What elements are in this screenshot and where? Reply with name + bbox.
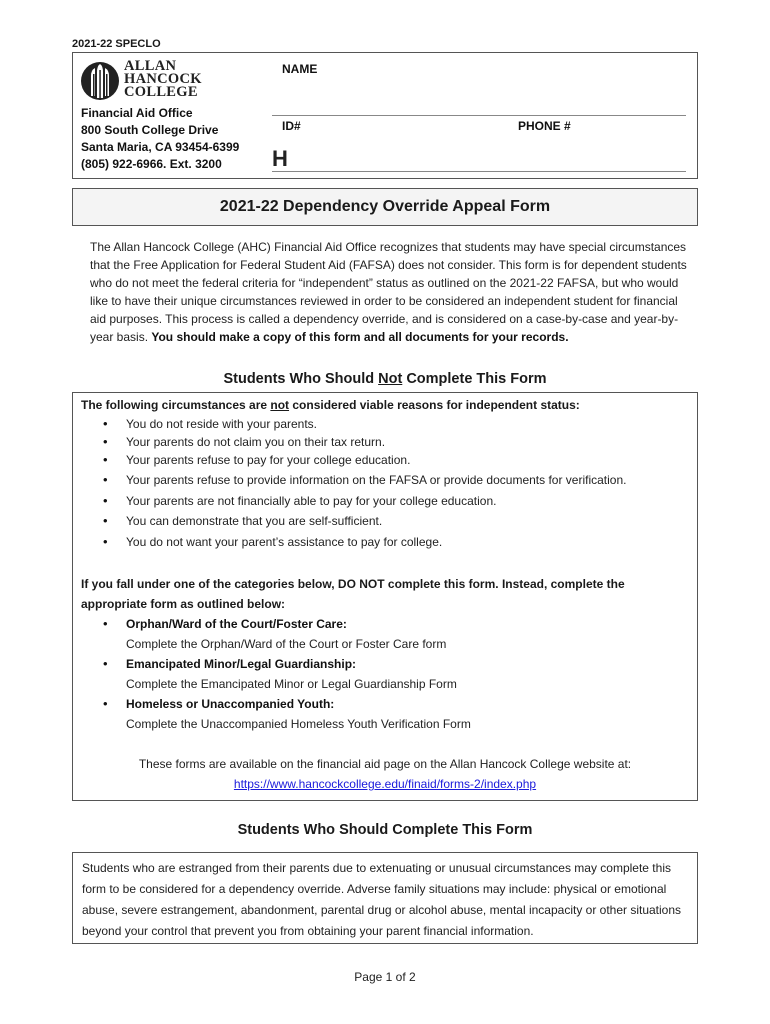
availability-text: These forms are available on the financial aid page on the Allan Hancock College website at:	[138, 757, 632, 771]
list-item: • Your parents refuse to provide information on the FAFSA or provide documents for verification.	[103, 470, 693, 491]
lead-underlined: not	[270, 398, 290, 412]
college-logo	[80, 60, 220, 104]
section-not-heading	[72, 371, 698, 387]
office-name: Financial Aid Office	[81, 106, 193, 120]
category-title: Homeless or Unaccompanied Youth:	[126, 697, 335, 711]
street-address: 800 South College Drive	[81, 123, 219, 137]
name-label: NAME	[282, 62, 318, 76]
list-item	[103, 694, 693, 734]
office-address	[81, 105, 239, 173]
category-title: Orphan/Ward of the Court/Foster Care:	[126, 617, 347, 631]
form-code: 2021-22 SPECLO	[72, 38, 161, 50]
lead-part: considered viable reasons for independent status:	[289, 398, 580, 412]
forms-link[interactable]: https://www.hancockcollege.edu/finaid/forms-2/index.php	[233, 777, 537, 791]
logo-line-hancock: HANCOCK	[124, 71, 202, 87]
heading-part: Complete This Form	[402, 371, 547, 387]
category-title: Emancipated Minor/Legal Guardianship:	[126, 657, 357, 671]
college-crest-icon	[80, 60, 122, 104]
not-viable-list	[103, 415, 693, 469]
list-item	[103, 614, 693, 654]
alternate-forms-list	[103, 614, 693, 734]
category-desc: Complete the Unaccompanied Homeless Youth Verification Form	[126, 717, 471, 731]
city-state-zip: Santa Maria, CA 93454-6399	[81, 140, 240, 154]
id-phone-field-line[interactable]	[272, 171, 686, 172]
list-item	[103, 654, 693, 694]
alternate-forms-lead: If you fall under one of the categories below, DO NOT complete this form. Instead, complete the appropriate form as outlined below:	[81, 577, 625, 611]
section-should-text: Students who are estranged from their parents due to extenuating or unusual circumstances may complete this form to be considered for a dependency override. Adverse family situations may include: physical or emotional abuse, severe estrangement, abandonment, parental drug or alcohol abuse, mental incapacity or other situations beyond your control that prevent you from obtaining your parent financial information.	[82, 861, 682, 938]
form-title: 2021-22 Dependency Override Appeal Form	[219, 198, 551, 215]
page-number: Page 1 of 2	[354, 970, 416, 984]
intro-paragraph	[90, 238, 690, 346]
logo-line-college: COLLEGE	[124, 84, 198, 100]
intro-text: The Allan Hancock College (AHC) Financial Aid Office recognizes that students may have special circumstances that the Free Application for Federal Student Aid (FAFSA) does not consider. This form is for dependent students who do not meet the federal criteria for “independent” status as outlined on the 2021-22 FAFSA, but who would like to have their unique circumstances reviewed in order to be considered an independent student for financial aid purposes. This process is called a dependency override, and is considered on a case-by-case and year-by-year basis.	[90, 240, 687, 344]
list-item: • You can demonstrate that you are self-sufficient.	[103, 511, 693, 532]
name-field[interactable]	[272, 115, 686, 116]
category-desc: Complete the Orphan/Ward of the Court or Foster Care form	[126, 637, 447, 651]
section-should-heading: Students Who Should Complete This Form	[237, 822, 533, 838]
phone-label: PHONE #	[518, 119, 571, 133]
forms-availability	[72, 754, 698, 794]
id-field-value[interactable]: H	[272, 146, 288, 171]
list-item: • You do not want your parent’s assistance to pay for college.	[103, 532, 693, 553]
logo-line-allan: ALLAN	[124, 58, 177, 74]
office-phone: (805) 922-6966. Ext. 3200	[81, 157, 222, 171]
not-viable-list-cont	[103, 470, 693, 553]
form-title-box	[72, 188, 698, 226]
list-item: • Your parents do not claim you on their tax return.	[103, 433, 693, 451]
not-viable-lead	[81, 398, 580, 412]
college-name-wordmark	[124, 60, 202, 99]
id-label: ID#	[282, 119, 301, 133]
intro-bold-note: You should make a copy of this form and all documents for your records.	[151, 330, 569, 344]
list-item: • Your parents are not financially able to pay for your college education.	[103, 491, 693, 512]
lead-part: The following circumstances are	[81, 398, 271, 412]
heading-part: Students Who Should	[223, 371, 379, 387]
list-item: • You do not reside with your parents.	[103, 415, 693, 433]
section-should-box	[72, 852, 698, 944]
list-item: • Your parents refuse to pay for your college education.	[103, 451, 693, 469]
category-desc: Complete the Emancipated Minor or Legal Guardianship Form	[126, 677, 457, 691]
heading-underlined: Not	[378, 371, 403, 387]
